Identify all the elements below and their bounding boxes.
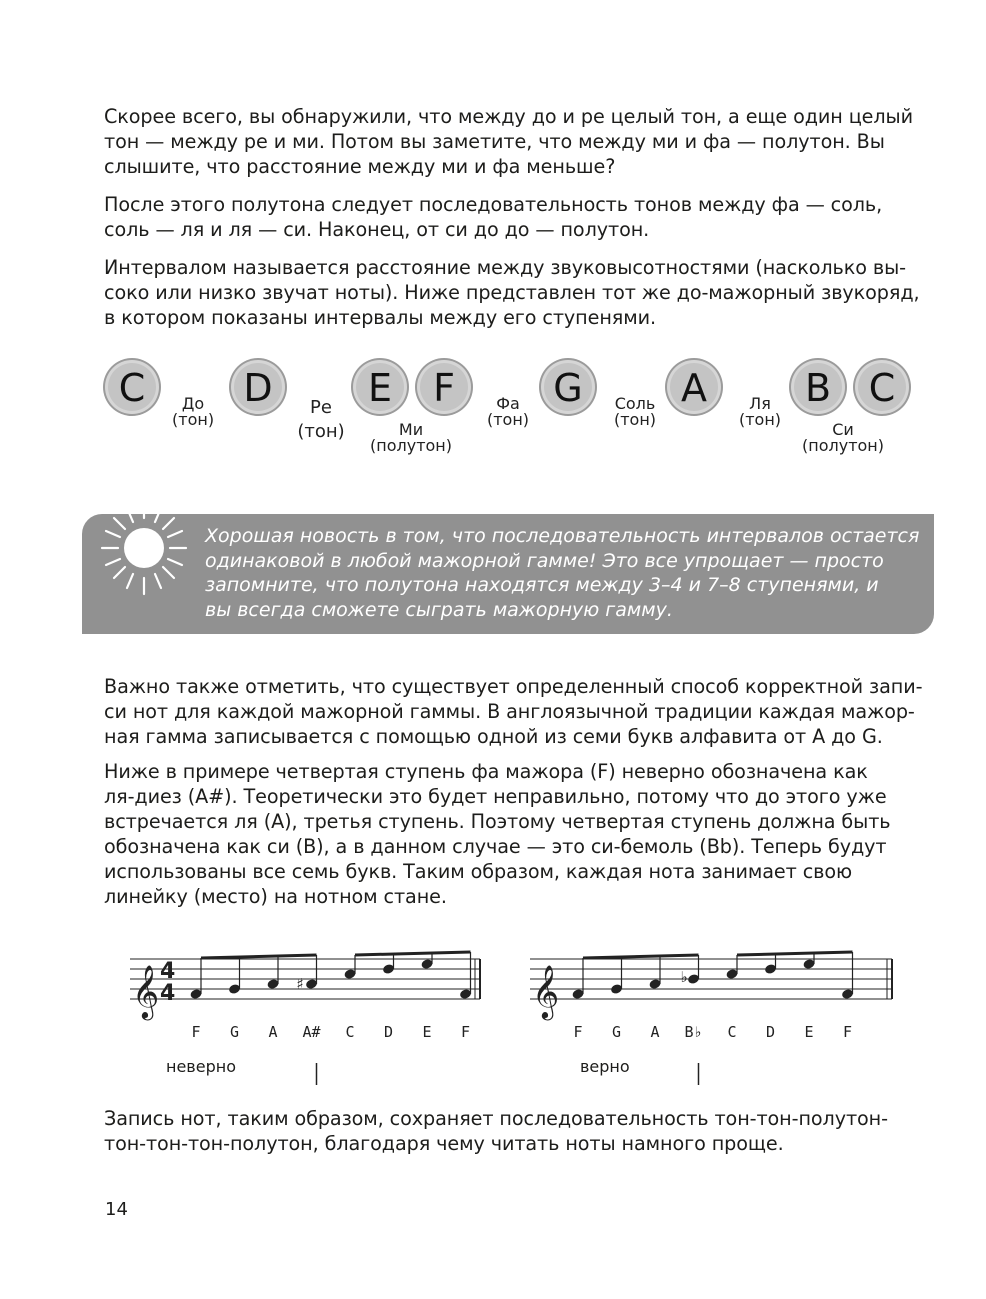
note-circle-g <box>538 357 598 417</box>
paragraph-example: Ниже в примере четвертая ступень фа мажора (F) неверно обозначена как ля-диез (A#). Теоретически это будет неправильно, потому что до этого уже встречается ля (A), третья ступень. Поэтому четвертая ступень должна быть обозначена как си (B), а в данном случае — это си-бемоль (Bb). Теперь будут использованы все семь букв. Таким образом, каждая нота занимает свою линейку (место) на нотном стане. <box>104 760 891 908</box>
treble-clef-icon: 𝄞 <box>532 964 560 1018</box>
note-letter: E <box>804 1023 814 1041</box>
svg-text:B: B <box>804 366 832 410</box>
svg-text:C: C <box>118 366 146 410</box>
note-letter: F <box>460 1023 471 1041</box>
note-circle-b <box>788 357 848 417</box>
paragraph-conclusion: Запись нот, таким образом, сохраняет последовательность тон-тон-полутон- тон-тон-тон-полутон, благодаря чему читать ноты намного проще. <box>104 1107 888 1155</box>
beam <box>201 955 317 958</box>
paragraph-semitone: После этого полутона следует последовательность тонов между фа — соль, соль — ля и ля — си. Наконец, от си до до — полутон. <box>104 193 883 241</box>
interval-label: Ми (полутон) <box>370 420 452 455</box>
flat-icon: ♭ <box>680 968 688 986</box>
note-letter: G <box>611 1023 622 1041</box>
paragraph-interval-definition: Интервалом называется расстояние между звуковысотностями (насколько вы- соко или низко звучат ноты). Ниже представлен тот же до-мажорный звукоряд, в котором показаны интервалы между его ступенями. <box>104 256 920 329</box>
note-letter: F <box>842 1023 853 1041</box>
note-circle-e <box>350 357 410 417</box>
label-right: верно <box>580 1057 630 1076</box>
tip-text: Хорошая новость в том, что последовательность интервалов остается одинаковой в любой мажорной гамме! Это все упрощает — просто запомните, что полутона находятся между 3–4 и 7–8 ступенями, и вы всегда сможете сыграть мажорную гамму. <box>205 525 920 621</box>
interval-label: Соль (тон) <box>613 394 657 429</box>
beam <box>355 952 471 955</box>
svg-text:F: F <box>433 366 455 410</box>
paragraph-intro: Скорее всего, вы обнаружили, что между до и ре целый тон, а еще один целый тон — между ре и ми. Потом вы заметите, что между ми и фа — полутон. Вы слышите, что расстояние между ми и фа меньше? <box>104 105 913 178</box>
beam <box>737 952 853 955</box>
time-signature-top: 4 <box>160 959 176 984</box>
svg-text:E: E <box>367 366 393 410</box>
note-letter: F <box>573 1023 583 1041</box>
svg-text:A: A <box>681 366 707 410</box>
note-letter: A# <box>302 1023 321 1041</box>
note-letter: F <box>191 1023 201 1041</box>
beam <box>583 955 699 958</box>
svg-text:D: D <box>243 366 273 410</box>
interval-label: Си (полутон) <box>802 420 884 455</box>
note-circle-d <box>228 357 288 417</box>
note-circle-a <box>664 357 724 417</box>
sharp-icon: ♯ <box>296 975 304 993</box>
note-circle-c <box>852 357 912 417</box>
note-letter: B♭ <box>684 1023 703 1041</box>
note-letter: D <box>383 1023 394 1041</box>
note-circle-c <box>102 357 162 417</box>
staff-examples <box>120 945 910 1085</box>
interval-label: Фа (тон) <box>486 394 530 429</box>
bracket <box>649 1063 699 1085</box>
note-letter: G <box>229 1023 240 1041</box>
note-letter: E <box>422 1023 432 1041</box>
time-signature-bottom: 4 <box>160 981 176 1006</box>
bracket <box>267 1063 317 1085</box>
note-letter: A <box>268 1023 278 1041</box>
label-wrong: неверно <box>166 1057 236 1076</box>
interval-label: До (тон) <box>172 394 215 429</box>
note-circle-f <box>414 357 474 417</box>
sun-icon <box>98 496 190 600</box>
treble-clef-icon: 𝄞 <box>132 964 160 1018</box>
interval-label: Ре (тон) <box>297 397 345 442</box>
svg-text:G: G <box>553 366 583 410</box>
note-letter: A <box>650 1023 660 1041</box>
page-number: 14 <box>105 1199 128 1220</box>
note-letter: D <box>765 1023 776 1041</box>
svg-text:C: C <box>868 366 896 410</box>
note-letter: C <box>345 1023 355 1041</box>
note-letter: C <box>727 1023 737 1041</box>
paragraph-spelling: Важно также отметить, что существует определенный способ корректной запи- си нот для каждой мажорной гаммы. В англоязычной традиции каждая мажор- ная гамма записывается с помощью одной из семи букв алфавита от A до G. <box>104 675 923 748</box>
interval-label: Ля (тон) <box>738 394 782 429</box>
